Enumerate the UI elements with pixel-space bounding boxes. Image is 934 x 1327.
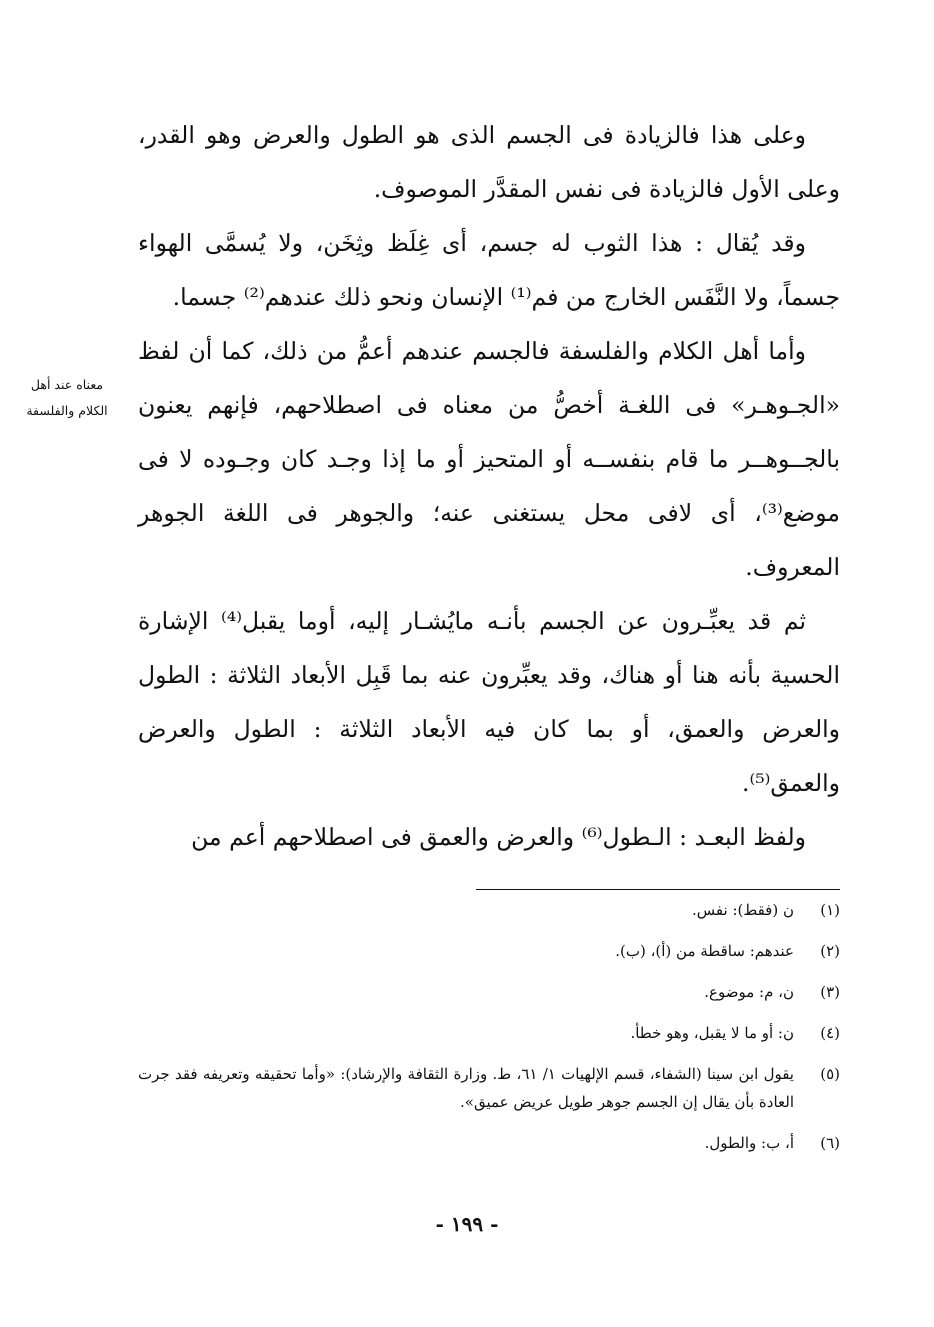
paragraph-1: وعلى هذا فالزيادة فى الجسم الذى هو الطول والعرض وهو القدر، وعلى الأول فالزيادة فى نفس المقدَّر الموصوف. bbox=[138, 121, 840, 203]
footnote-text: ن، م: موضوع. bbox=[704, 983, 794, 1001]
footnotes bbox=[138, 896, 840, 1170]
footnote-text: عندهم: ساقطة من (أ)، (ب). bbox=[615, 942, 794, 960]
footnote-divider bbox=[476, 889, 840, 890]
paragraph-2: وقد يُقال : هذا الثوب له جسم، أى غِلَظ وثِخَن، ولا يُسمَّى الهواء جسماً، ولا النَّفَس الخارج من فم⁽¹⁾ الإنسان ونحو ذلك عندهم⁽²⁾ جسما. bbox=[138, 229, 840, 311]
footnote bbox=[138, 896, 840, 924]
footnote-number: (٣) bbox=[820, 983, 840, 1001]
margin-note-line-1: معناه عند أهل bbox=[30, 377, 104, 392]
footnote-number: (٦) bbox=[820, 1134, 840, 1152]
footnote-number: (١) bbox=[820, 901, 840, 919]
footnote-text: يقول ابن سينا (الشفاء، قسم الإلهيات ١/ ٦١، ط. وزارة الثقافة والإرشاد): «وأما تحقيقه وتعريفه فقد جرت العادة بأن يقال إن الجسم جوهر طويل عريض عميق». bbox=[138, 1065, 794, 1111]
footnote-number: (٢) bbox=[820, 942, 840, 960]
main-text bbox=[138, 108, 840, 864]
footnote-text: أ، ب: والطول. bbox=[704, 1134, 794, 1152]
paragraph-4: ثم قد يعبِّـرون عن الجسم بأنـه مايُشـار إليه، أوما يقبل⁽⁴⁾ الإشارة الحسية بأنه هنا أو هناك، وقد يعبِّرون عنه بما قَبِل الأبعاد الثلاثة : الطول والعرض والعمق، أو بما كان فيه الأبعاد الثلاثة : الطول والعرض والعمق⁽⁵⁾. bbox=[138, 607, 841, 797]
footnote-text: ن (فقط): نفس. bbox=[692, 901, 794, 919]
paragraph-3: وأما أهل الكلام والفلسفة فالجسم عندهم أعمُّ من ذلك، كما أن لفظ «الجـوهـر» فى اللغـة أخصُّ من معناه فى اصطلاحهم، فإنهم يعنون بالجــوهــر ما قام بنفســه أو المتحيز أو ما إذا وجـد كان وجـوده لا فى موضع⁽³⁾، أى لافى محل يستغنى عنه؛ والجوهر فى اللغة الجوهر المعروف. bbox=[138, 337, 840, 581]
page-number: - ١٩٩ - bbox=[435, 1212, 499, 1236]
footnote-text: ن: أو ما لا يقبل، وهو خطأ. bbox=[630, 1024, 794, 1042]
margin-note bbox=[12, 372, 122, 424]
footnote-number: (٤) bbox=[820, 1024, 840, 1042]
footnote-number: (٥) bbox=[820, 1065, 840, 1083]
footnote bbox=[138, 978, 840, 1006]
paragraph-5: ولفظ البعـد : الـطول⁽⁶⁾ والعرض والعمق فى اصطلاحهم أعم من bbox=[191, 823, 806, 851]
margin-note-line-2: الكلام والفلسفة bbox=[26, 403, 108, 418]
footnote bbox=[138, 1060, 840, 1116]
footnote bbox=[138, 937, 840, 965]
footnote bbox=[138, 1019, 840, 1047]
footnote bbox=[138, 1129, 840, 1157]
